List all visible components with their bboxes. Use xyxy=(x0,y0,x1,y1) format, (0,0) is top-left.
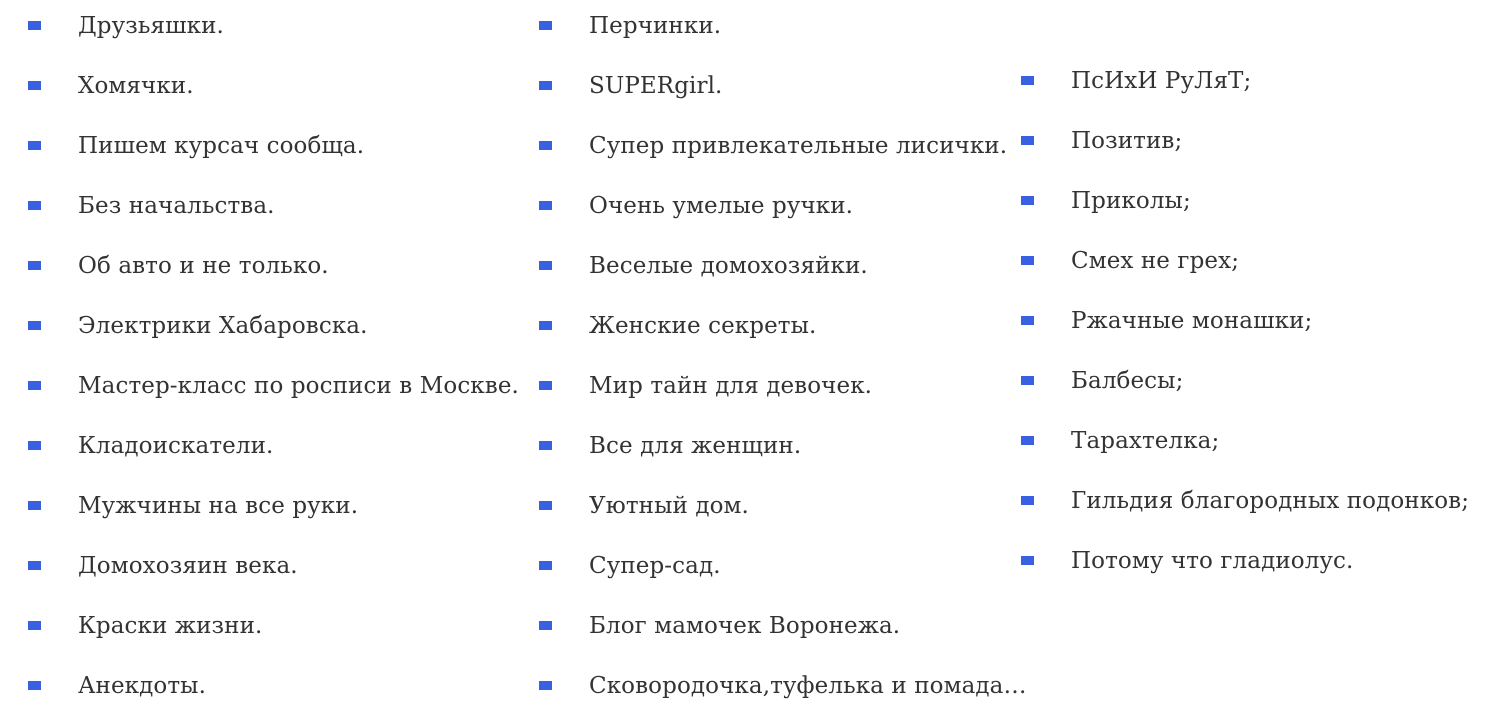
list-item-label: Позитив; xyxy=(1071,128,1183,154)
list-item-label: Мужчины на все руки. xyxy=(78,493,359,519)
list-item-label: Пишем курсач сообща. xyxy=(78,133,365,159)
square-bullet-icon xyxy=(1021,436,1034,445)
square-bullet-icon xyxy=(539,381,552,390)
square-bullet-icon xyxy=(539,141,552,150)
list-item-label: Веселые домохозяйки. xyxy=(589,253,868,279)
list-item-label: Очень умелые ручки. xyxy=(589,193,854,219)
square-bullet-icon xyxy=(1021,556,1034,565)
square-bullet-icon xyxy=(539,441,552,450)
list-item-label: Тарахтелка; xyxy=(1071,428,1220,454)
square-bullet-icon xyxy=(1021,76,1034,85)
square-bullet-icon xyxy=(28,141,41,150)
square-bullet-icon xyxy=(1021,316,1034,325)
square-bullet-icon xyxy=(28,441,41,450)
list-item-label: Приколы; xyxy=(1071,188,1191,214)
square-bullet-icon xyxy=(1021,136,1034,145)
square-bullet-icon xyxy=(28,561,41,570)
square-bullet-icon xyxy=(28,261,41,270)
list-item-label: Домохозяин века. xyxy=(78,553,298,579)
square-bullet-icon xyxy=(28,321,41,330)
square-bullet-icon xyxy=(539,261,552,270)
square-bullet-icon xyxy=(1021,196,1034,205)
list-item-label: Об авто и не только. xyxy=(78,253,329,279)
list-item-label: SUPERgirl. xyxy=(589,73,723,99)
square-bullet-icon xyxy=(1021,256,1034,265)
square-bullet-icon xyxy=(539,321,552,330)
list-item-label: Кладоискатели. xyxy=(78,433,274,459)
square-bullet-icon xyxy=(539,201,552,210)
list-item-label: Мастер-класс по росписи в Москве. xyxy=(78,373,519,399)
list-item-label: Все для женщин. xyxy=(589,433,802,459)
square-bullet-icon xyxy=(1021,376,1034,385)
list-item-label: Анекдоты. xyxy=(78,673,206,699)
square-bullet-icon xyxy=(28,501,41,510)
list-item-label: Мир тайн для девочек. xyxy=(589,373,873,399)
list-item-label: Супер привлекательные лисички. xyxy=(589,133,1008,159)
square-bullet-icon xyxy=(28,81,41,90)
list-item-label: Балбесы; xyxy=(1071,368,1184,394)
list-item-label: Потому что гладиолус. xyxy=(1071,548,1354,574)
list-item-label: ПсИхИ РуЛяТ; xyxy=(1071,68,1252,94)
square-bullet-icon xyxy=(28,681,41,690)
list-item-label: Блог мамочек Воронежа. xyxy=(589,613,901,639)
square-bullet-icon xyxy=(539,81,552,90)
list-item-label: Уютный дом. xyxy=(589,493,749,519)
list-item-label: Смех не грех; xyxy=(1071,248,1240,274)
list-item-label: Женские секреты. xyxy=(589,313,817,339)
list-item-label: Друзьяшки. xyxy=(78,13,224,39)
square-bullet-icon xyxy=(28,201,41,210)
square-bullet-icon xyxy=(539,501,552,510)
square-bullet-icon xyxy=(539,621,552,630)
list-item-label: Ржачные монашки; xyxy=(1071,308,1313,334)
list-item-label: Без начальства. xyxy=(78,193,275,219)
square-bullet-icon xyxy=(539,681,552,690)
list-item-label: Краски жизни. xyxy=(78,613,263,639)
square-bullet-icon xyxy=(28,381,41,390)
list-item-label: Супер-сад. xyxy=(589,553,721,579)
list-item-label: Перчинки. xyxy=(589,13,722,39)
list-item-label: Хомячки. xyxy=(78,73,194,99)
list-item-label: Гильдия благородных подонков; xyxy=(1071,488,1470,514)
square-bullet-icon xyxy=(28,621,41,630)
square-bullet-icon xyxy=(539,21,552,30)
square-bullet-icon xyxy=(1021,496,1034,505)
square-bullet-icon xyxy=(539,561,552,570)
square-bullet-icon xyxy=(28,21,41,30)
list-item-label: Электрики Хабаровска. xyxy=(78,313,368,339)
list-item-label: Сковородочка,туфелька и помада… xyxy=(589,673,1027,699)
